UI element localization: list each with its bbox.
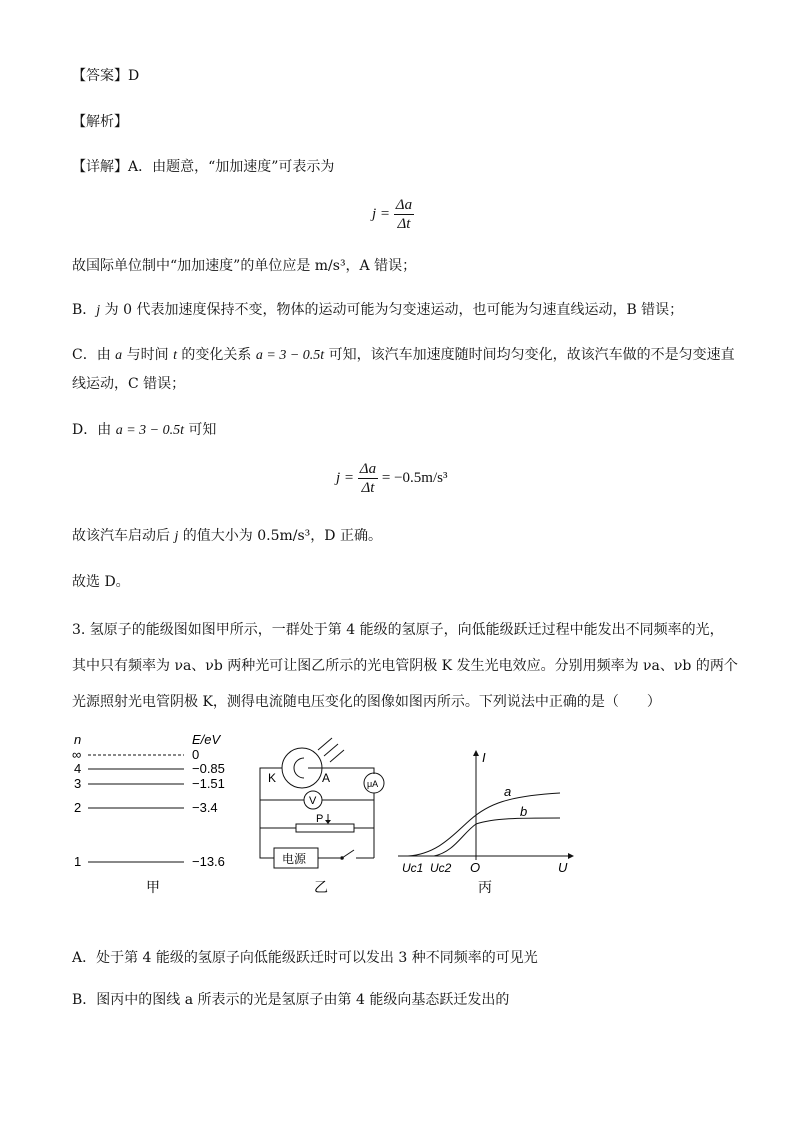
i-axis-arrow-icon xyxy=(473,750,479,756)
detail-line-2: 故国际单位制中“加加速度”的单位应是 m/s³，A 错误； xyxy=(72,258,417,274)
detail-tag: 【详解】 xyxy=(72,159,128,175)
detail-line-7: 故选 D。 xyxy=(72,574,130,590)
equation-jerk-definition xyxy=(372,196,414,233)
option-c-prefix: C．由 xyxy=(72,347,116,363)
eq1-numerator: Δa xyxy=(395,197,413,213)
detail-text-d: 可知 xyxy=(183,422,217,438)
eq2-lhs: j = xyxy=(336,469,355,486)
detail-line-5 xyxy=(72,420,216,441)
symbol-j: j xyxy=(96,303,101,318)
detail-text-a: A．由题意，“加加速度”可表示为 xyxy=(128,159,335,175)
slider-arrow-icon xyxy=(325,820,331,824)
u-axis-arrow-icon xyxy=(568,853,574,859)
question3-line-3: 光源照射光电管阴极 K，测得电流随电压变化的图像如图丙所示。下列说法中正确的是（ ） xyxy=(72,694,661,710)
energy-axis-label: E/eV xyxy=(192,732,221,747)
phototube-cathode xyxy=(294,758,304,778)
detail-line-4a xyxy=(72,345,735,366)
level-n-1: 1 xyxy=(74,854,82,869)
detail-text-b: 为 0 代表加速度保持不变，物体的运动可能为匀变速运动，也可能为匀速直线运动，B 错误； xyxy=(100,302,684,318)
answer-tag: 【答案】 xyxy=(72,68,128,84)
switch-lever xyxy=(342,850,354,858)
curve-b xyxy=(434,818,560,856)
detail-text-c1: 与时间 xyxy=(122,347,174,363)
level-n-2: 2 xyxy=(74,800,82,815)
rheostat xyxy=(296,824,354,832)
curve-a xyxy=(408,793,560,856)
uc1-label: Uc1 xyxy=(402,861,424,875)
option-b-prefix: B． xyxy=(72,302,97,318)
n-axis-label: n xyxy=(74,732,82,747)
level-e-1: −13.6 xyxy=(192,854,225,869)
formula-a-t-2: a = 3 − 0.5t xyxy=(115,423,184,438)
uc2-label: Uc2 xyxy=(430,861,452,875)
light-ray xyxy=(324,744,338,756)
detail-line-4b: 线运动，C 错误； xyxy=(72,376,186,392)
level-e-infinity: 0 xyxy=(192,747,200,762)
detail-line-6 xyxy=(72,526,382,547)
photoelectric-circuit xyxy=(250,730,390,900)
level-n-infinity: ∞ xyxy=(72,747,82,762)
cathode-label: K xyxy=(268,771,277,785)
origin-label: O xyxy=(470,860,481,875)
anode-label: A xyxy=(322,771,331,785)
eq2-fraction xyxy=(358,460,378,497)
level-e-4: −0.85 xyxy=(192,761,225,776)
eq2-numerator: Δa xyxy=(359,461,377,477)
option-d-prefix: D．由 xyxy=(72,422,116,438)
caption-bing: 丙 xyxy=(478,879,492,895)
eq2-denominator: Δt xyxy=(361,480,375,496)
level-n-4: 4 xyxy=(74,761,82,776)
detail-text-c3: 可知，该汽车加速度随时间均匀变化，故该汽车做的不是匀变速直 xyxy=(324,347,735,363)
curve-b-label: b xyxy=(520,804,528,819)
energy-level-diagram xyxy=(66,728,246,900)
caption-jia: 甲 xyxy=(146,879,160,895)
question3-line-2: 其中只有频率为 νa、νb 两种光可让图乙所示的光电管阴极 K 发生光电效应。分别用频率为 νa、νb 的两个 xyxy=(72,658,738,674)
light-ray xyxy=(318,738,332,750)
eq1-lhs: j = xyxy=(372,205,391,222)
slider-label: P xyxy=(316,813,324,825)
i-axis-label: I xyxy=(482,750,486,765)
current-voltage-graph xyxy=(398,748,578,900)
option-a: A．处于第 4 能级的氢原子向低能级跃迁时可以发出 3 种不同频率的可见光 xyxy=(72,950,538,966)
question3-line-1: 3. 氢原子的能级图如图甲所示，一群处于第 4 能级的氢原子，向低能级跃迁过程中能发出不同频率的光， xyxy=(72,622,724,638)
level-e-2: −3.4 xyxy=(192,800,218,815)
option-b: B．图丙中的图线 a 所表示的光是氢原子由第 4 能级向基态跃迁发出的 xyxy=(72,992,510,1008)
symbol-j-2: j xyxy=(174,529,179,544)
voltmeter-label: V xyxy=(309,795,317,807)
microammeter-label: μA xyxy=(367,779,379,789)
level-n-3: 3 xyxy=(74,776,82,791)
formula-a-t: a = 3 − 0.5t xyxy=(255,348,325,363)
detail-text-e1: 故该汽车启动后 xyxy=(72,528,175,544)
detail-text-c2: 的变化关系 xyxy=(176,347,256,363)
power-source-label: 电源 xyxy=(282,852,307,866)
detail-line-3 xyxy=(72,300,683,321)
detail-line-1 xyxy=(72,157,334,177)
caption-yi: 乙 xyxy=(314,879,328,895)
symbol-a: a xyxy=(115,348,123,363)
level-e-3: −1.51 xyxy=(192,776,225,791)
u-axis-label: U xyxy=(558,860,568,875)
answer-value: D xyxy=(128,68,140,84)
curve-a-label: a xyxy=(504,784,512,799)
eq2-rhs: = −0.5m/s³ xyxy=(381,469,448,486)
detail-text-e2: 的值大小为 0.5m/s³，D 正确。 xyxy=(178,528,382,544)
equation-jerk-value xyxy=(336,460,447,497)
eq1-fraction xyxy=(394,196,414,233)
answer-line xyxy=(72,66,139,86)
symbol-t: t xyxy=(173,348,177,363)
eq1-denominator: Δt xyxy=(397,216,411,232)
analysis-tag: 【解析】 xyxy=(72,114,128,130)
light-ray xyxy=(330,750,344,762)
